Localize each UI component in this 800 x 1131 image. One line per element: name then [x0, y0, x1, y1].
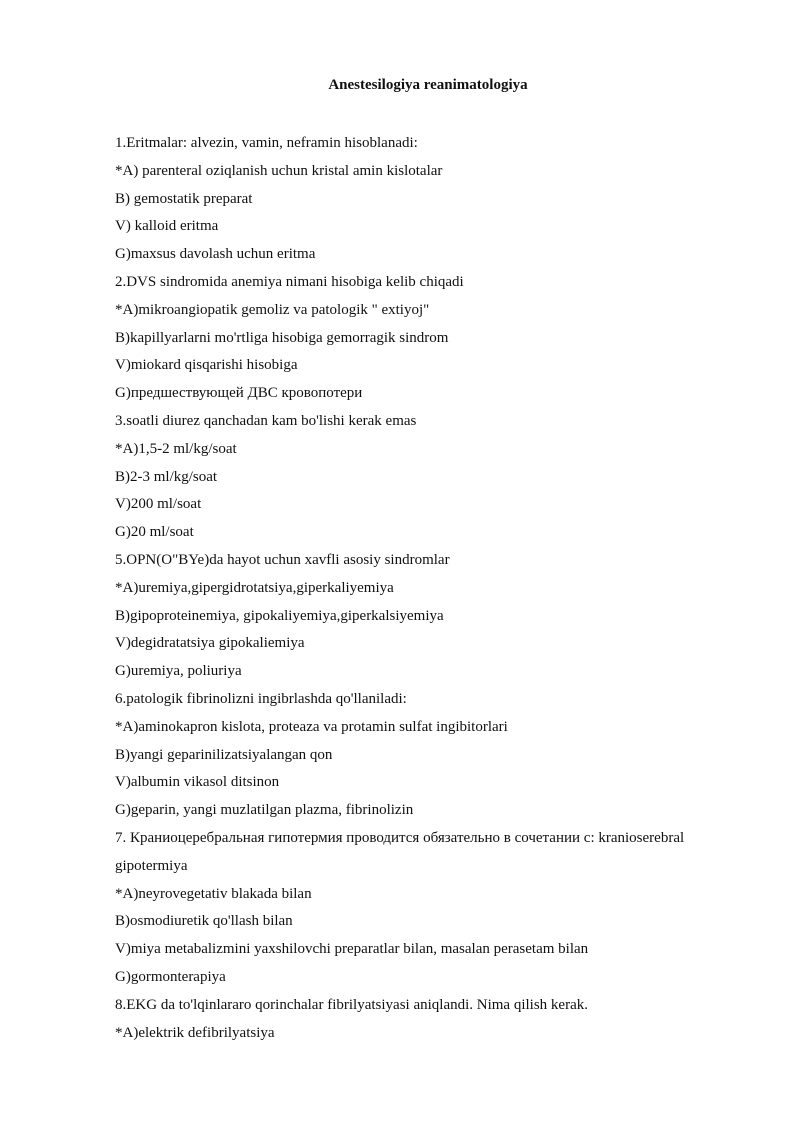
text-line: 3.soatli diurez qanchadan kam bo'lishi kerak emas: [115, 412, 417, 429]
text-line: G)geparin, yangi muzlatilgan plazma, fibrinolizin: [115, 802, 414, 819]
text-line: 7. Краниоцеребральная гипотермия проводится обязательно в сочетании с: kranioserebral: [115, 829, 685, 846]
text-line: B)yangi geparinilizatsiyalangan qon: [115, 746, 333, 763]
text-line: V)degidratatsiya gipokaliemiya: [115, 635, 305, 652]
text-line: *A)mikroangiopatik gemoliz va patologik " extiyoj": [115, 301, 430, 318]
text-line: V)200 ml/soat: [115, 496, 202, 513]
text-line: V)miokard qisqarishi hisobiga: [115, 357, 298, 374]
text-line: gipotermiya: [115, 857, 188, 874]
text-line: *A)neyrovegetativ blakada bilan: [115, 885, 312, 902]
text-line: B)2-3 ml/kg/soat: [115, 468, 218, 485]
text-line: *A)uremiya,gipergidrotatsiya,giperkaliyemiya: [115, 579, 394, 596]
document-body: [115, 130, 735, 1047]
text-line: G)20 ml/soat: [115, 524, 194, 541]
text-line: 1.Eritmalar: alvezin, vamin, neframin hisoblanadi:: [115, 135, 418, 151]
text-line: 2.DVS sindromida anemiya nimani hisobiga kelib chiqadi: [115, 273, 464, 290]
text-line: V) kalloid eritma: [115, 218, 219, 235]
text-line: B)kapillyarlarni mo'rtliga hisobiga gemorragik sindrom: [115, 329, 449, 346]
text-line: G)gormonterapiya: [115, 968, 226, 985]
text-line: V)miya metabalizmini yaxshilovchi preparatlar bilan, masalan perasetam bilan: [115, 941, 589, 958]
text-line: *A)1,5-2 ml/kg/soat: [115, 440, 237, 457]
document-title: Anestesilogiya reanimatologiya: [328, 77, 528, 93]
text-line: *A) parenteral oziqlanish uchun kristal amin kislotalar: [115, 162, 443, 179]
text-line: *A)aminokapron kislota, proteaza va protamin sulfat ingibitorlari: [115, 718, 508, 735]
text-line: B) gemostatik preparat: [115, 190, 253, 207]
text-line: V)albumin vikasol ditsinon: [115, 774, 280, 791]
text-line: G)maxsus davolash uchun eritma: [115, 246, 316, 263]
text-line: 8.EKG da to'lqinlararo qorinchalar fibrilyatsiyasi aniqlandi. Nima qilish kerak.: [115, 996, 588, 1013]
text-line: G)uremiya, poliuriya: [115, 663, 242, 680]
text-line: B)osmodiuretik qo'llash bilan: [115, 913, 293, 930]
text-line: 6.patologik fibrinolizni ingibrlashda qo'llaniladi:: [115, 690, 407, 707]
text-line: *A)elektrik defibrilyatsiya: [115, 1024, 275, 1041]
text-line: B)gipoproteinemiya, gipokaliyemiya,giperkalsiyemiya: [115, 607, 444, 624]
text-line: 5.OPN(O"BYe)da hayot uchun xavfli asosiy sindromlar: [115, 551, 450, 568]
text-line: G)предшествующей ДВС кровопотери: [115, 385, 363, 402]
